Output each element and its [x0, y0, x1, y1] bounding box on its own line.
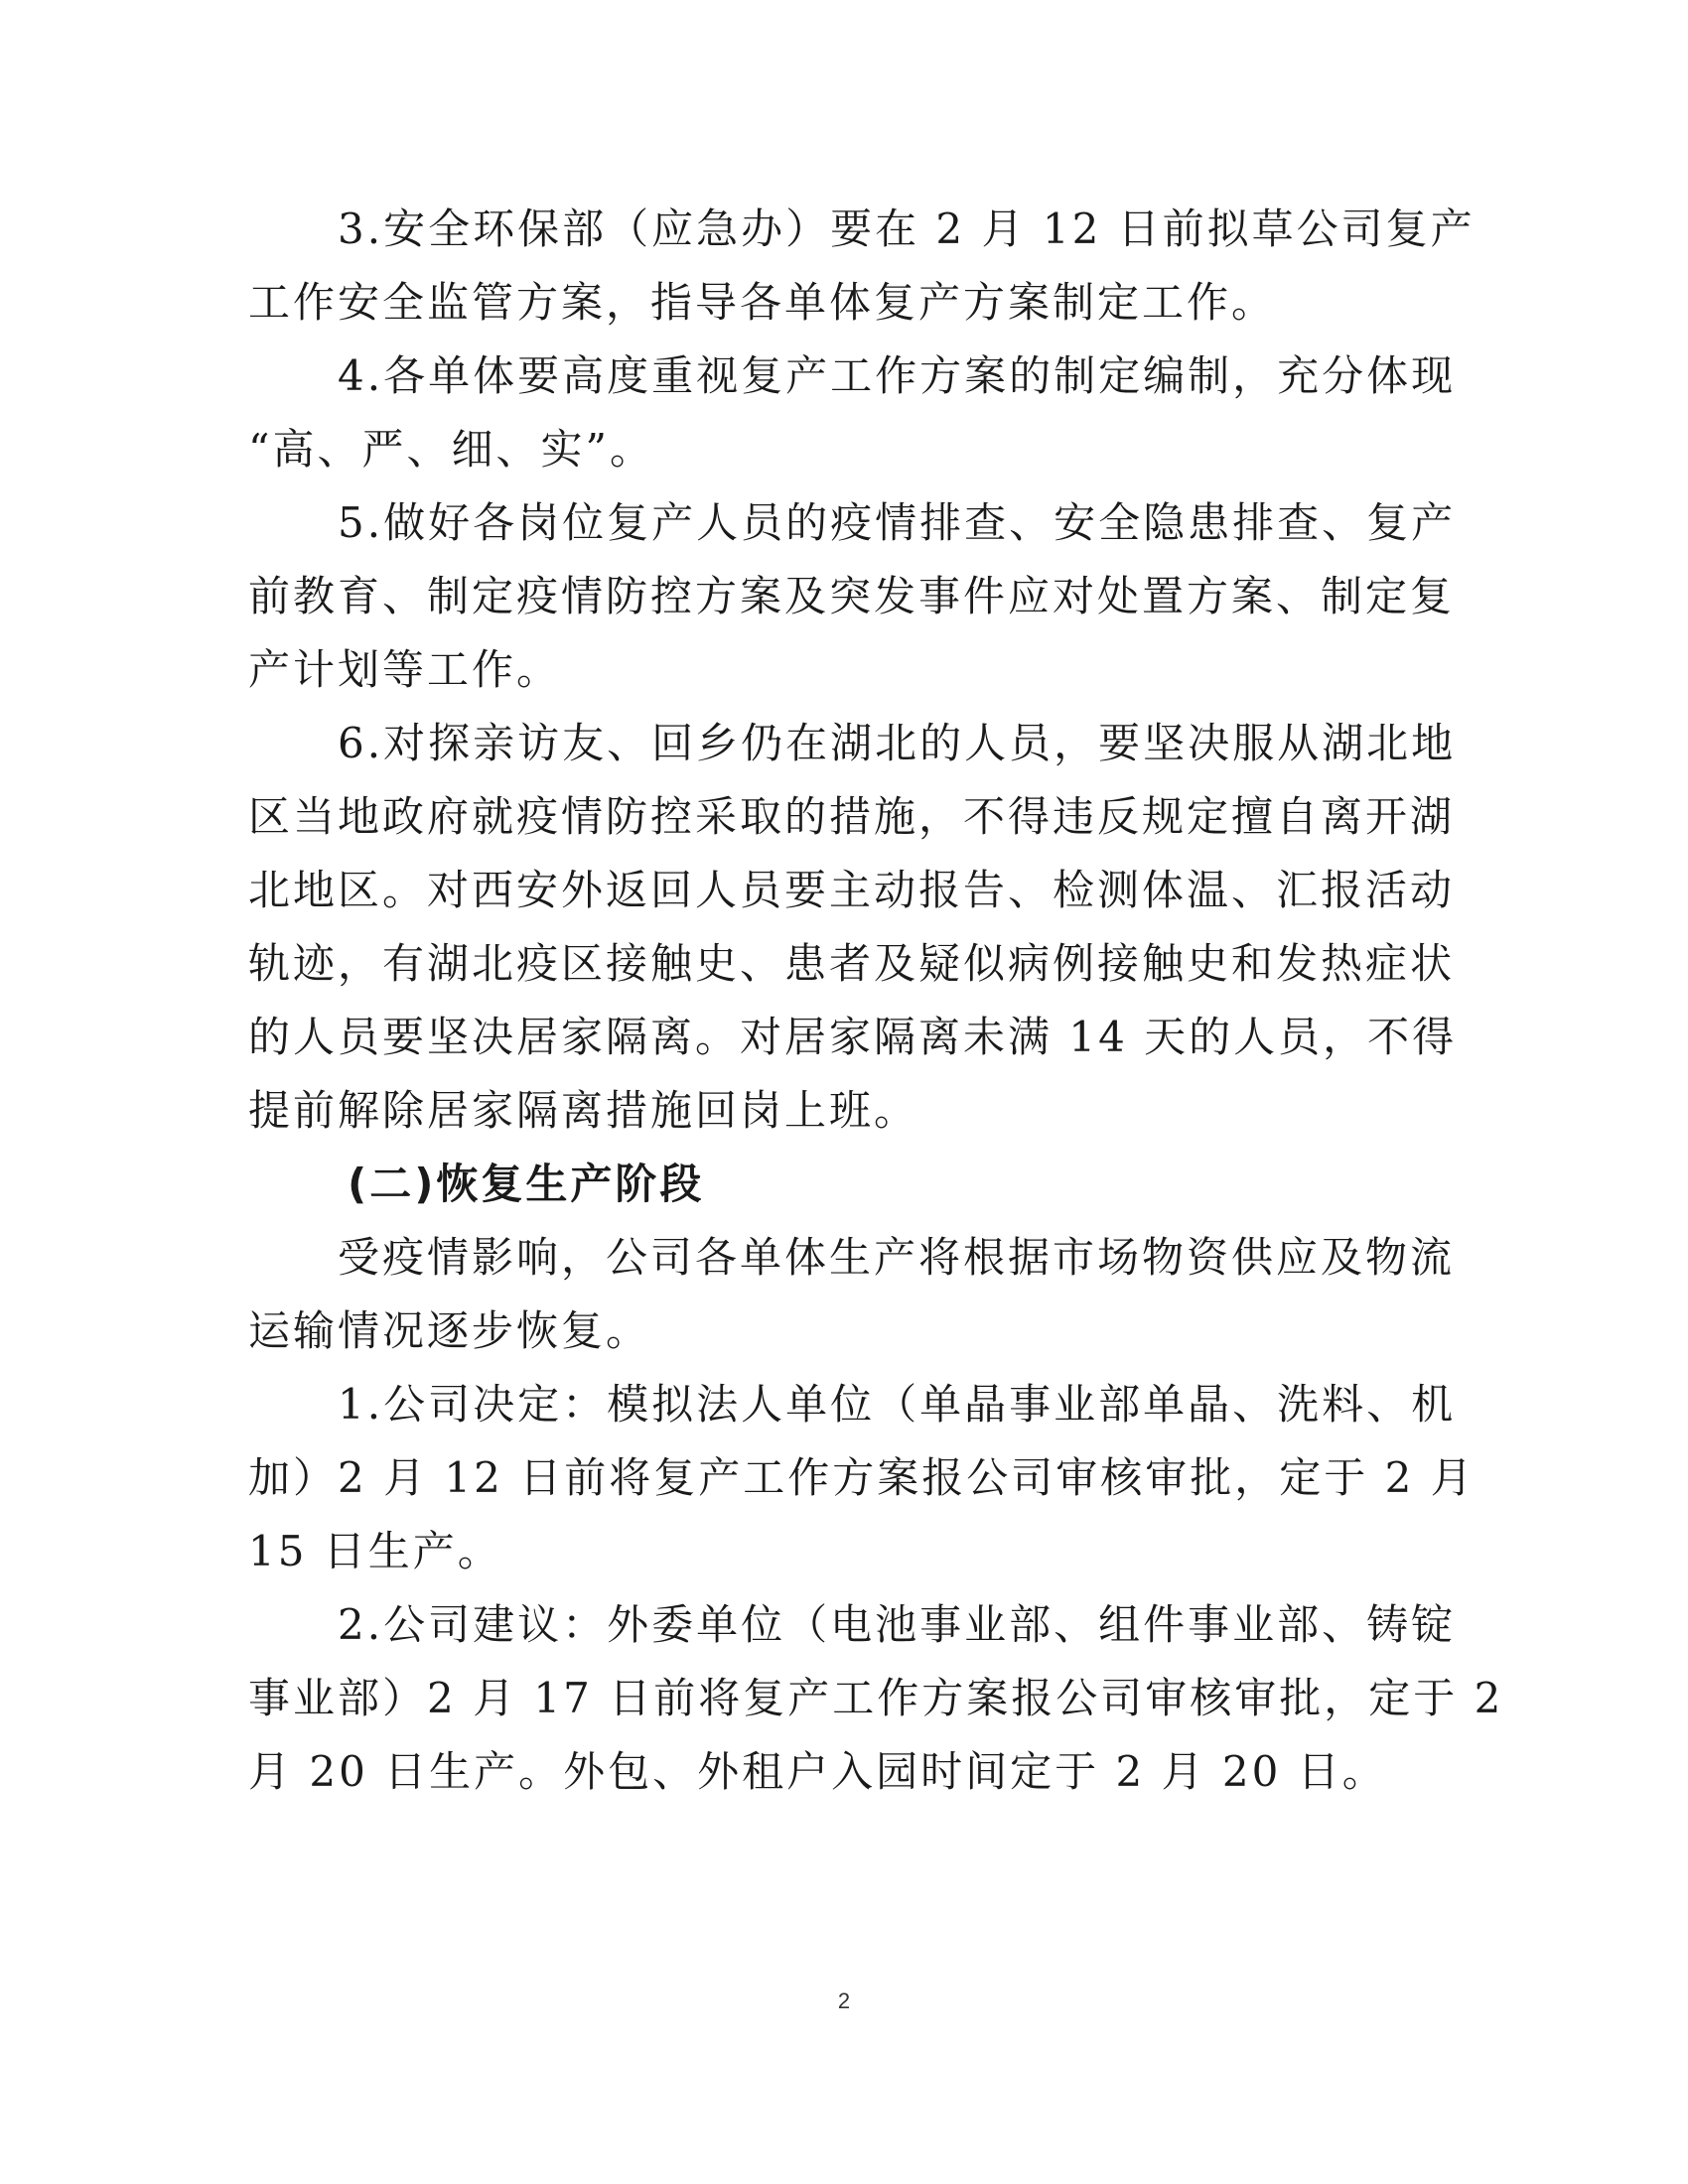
paragraph-3-line-1: 3.安全环保部（应急办）要在 2 月 12 日前拟草公司复产 — [338, 205, 1476, 253]
section-intro-line-2: 运输情况逐步恢复。 — [248, 1306, 651, 1355]
paragraph-6-line-6: 提前解除居家隔离措施回岗上班。 — [248, 1086, 919, 1135]
paragraph-6-line-1: 6.对探亲访友、回乡仍在湖北的人员，要坚决服从湖北地 — [338, 719, 1457, 767]
paragraph-6-line-3: 北地区。对西安外返回人员要主动报告、检测体温、汇报活动 — [248, 866, 1456, 914]
paragraph-3-line-2: 工作安全监管方案，指导各单体复产方案制定工作。 — [248, 278, 1277, 327]
page-number: 2 — [837, 1988, 851, 2013]
section-heading: (二)恢复生产阶段 — [348, 1160, 705, 1208]
paragraph-4-line-2: “高、严、细、实”。 — [248, 425, 654, 474]
decision-1-line-2: 加）2 月 12 日前将复产工作方案报公司审核审批，定于 2 月 — [248, 1453, 1476, 1502]
suggestion-2-line-1: 2.公司建议：外委单位（电池事业部、组件事业部、铸锭 — [338, 1600, 1457, 1649]
suggestion-2-line-3: 月 20 日生产。外包、外租户入园时间定于 2 月 20 日。 — [248, 1747, 1387, 1796]
paragraph-5-line-2: 前教育、制定疫情防控方案及突发事件应对处置方案、制定复 — [248, 572, 1456, 620]
section-intro-line-1: 受疫情影响，公司各单体生产将根据市场物资供应及物流 — [338, 1233, 1456, 1282]
paragraph-5-line-1: 5.做好各岗位复产人员的疫情排查、安全隐患排查、复产 — [338, 498, 1457, 547]
decision-1-line-3: 15 日生产。 — [248, 1527, 502, 1575]
paragraph-6-line-4: 轨迹，有湖北疫区接触史、患者及疑似病例接触史和发热症状 — [248, 939, 1456, 988]
decision-1-line-1: 1.公司决定：模拟法人单位（单晶事业部单晶、洗料、机 — [338, 1380, 1457, 1429]
paragraph-5-line-3: 产计划等工作。 — [248, 645, 562, 694]
paragraph-6-line-5: 的人员要坚决居家隔离。对居家隔离未满 14 天的人员，不得 — [248, 1013, 1458, 1061]
document-page — [248, 199, 1504, 1966]
paragraph-6-line-2: 区当地政府就疫情防控采取的措施，不得违反规定擅自离开湖 — [248, 792, 1456, 841]
suggestion-2-line-2: 事业部）2 月 17 日前将复产工作方案报公司审核审批，定于 2 — [248, 1674, 1504, 1722]
paragraph-4-line-1: 4.各单体要高度重视复产工作方案的制定编制，充分体现 — [338, 351, 1457, 400]
